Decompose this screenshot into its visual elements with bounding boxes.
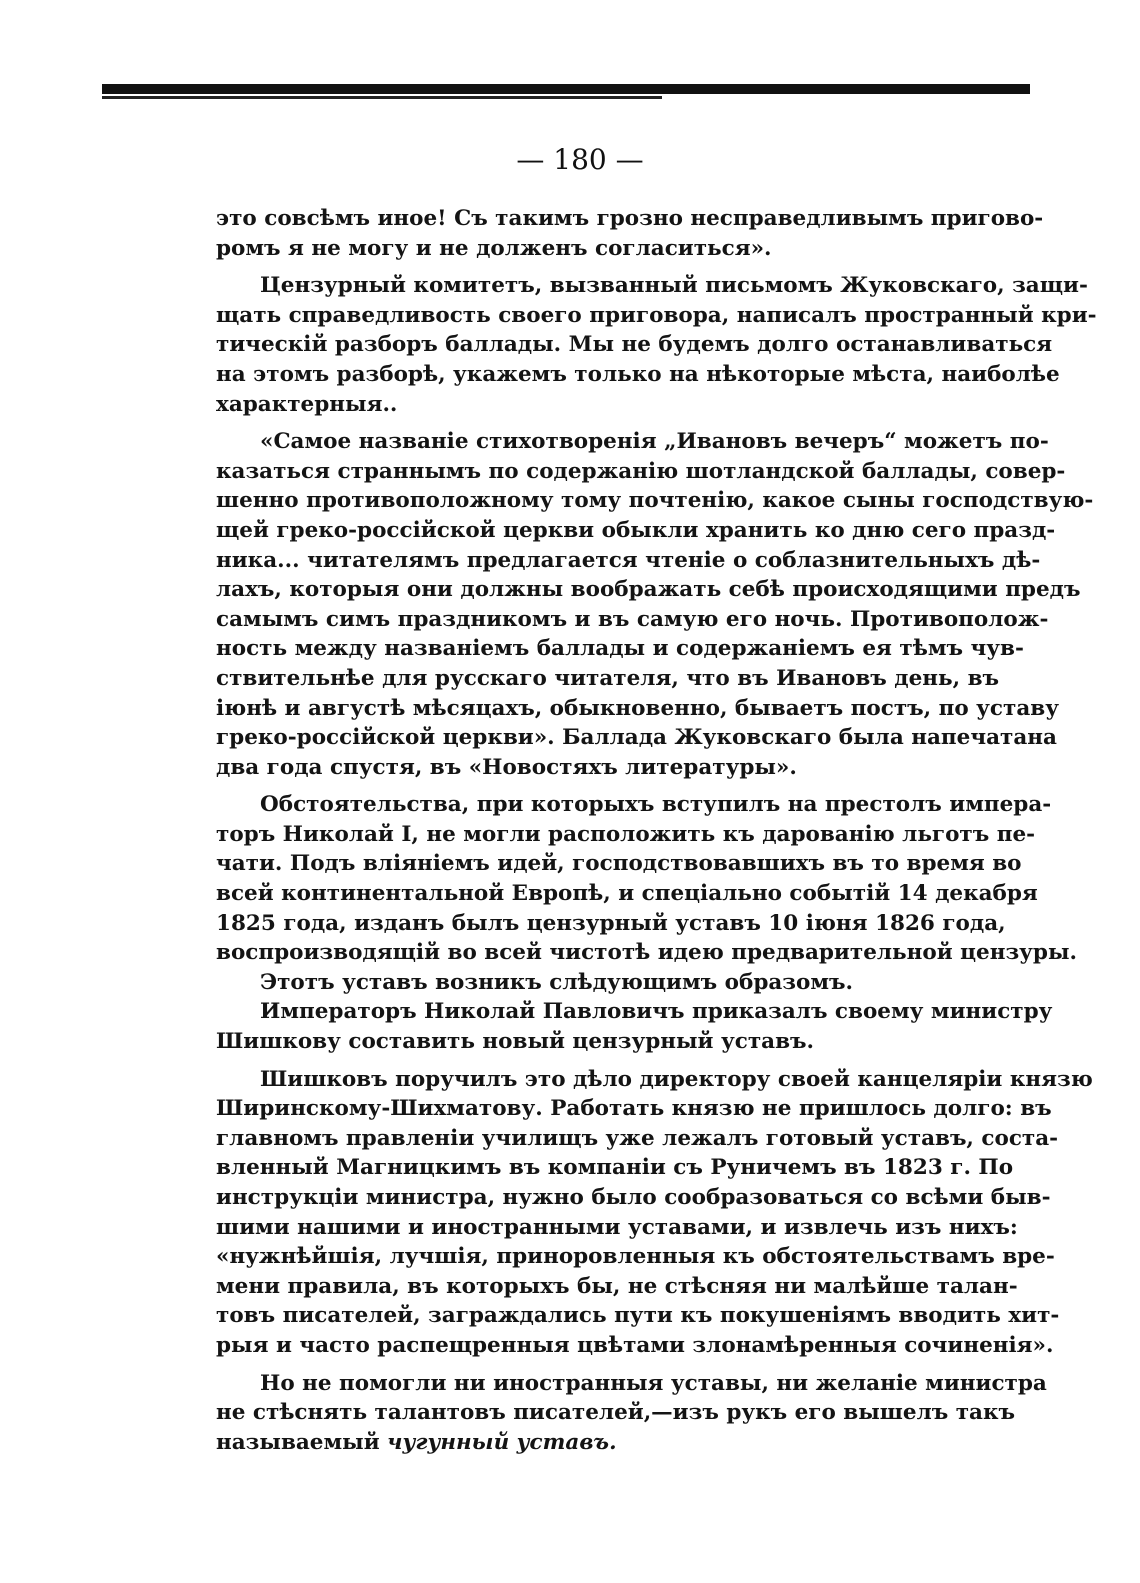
text-line: вленный Магницкимъ въ компаніи съ Руничемъ въ 1823 г. По — [216, 1155, 1014, 1181]
text-line — [216, 1428, 971, 1458]
paragraph — [216, 790, 1077, 968]
text-line: главномъ правленіи училищъ уже лежалъ готовый уставъ, соста- — [216, 1125, 1059, 1151]
paragraph — [216, 204, 1044, 263]
text-line: щать справедливость своего приговора, написалъ пространный кри- — [216, 302, 1097, 328]
text-line: воспроизводящій во всей чистотѣ идею предварительной цензуры. — [216, 940, 1077, 966]
text-line: казаться страннымъ по содержанію шотландской баллады, совер- — [216, 458, 1066, 484]
text-line: Обстоятельства, при которыхъ вступилъ на престолъ импера- — [260, 792, 1052, 818]
italic-phrase: чугунный уставъ. — [387, 1429, 617, 1455]
text-line: шими нашими и иностранными уставами, и извлечь изъ нихъ: — [216, 1214, 1018, 1240]
text-line: Шишковъ поручилъ это дѣло директору своей канцеляріи князю — [260, 1066, 1093, 1092]
paragraph — [216, 997, 1053, 1056]
text-line: ность между названіемъ баллады и содержаніемъ ея тѣмъ чув- — [216, 636, 1024, 662]
text-line: рыя и часто распещренныя цвѣтами злонамѣренныя сочиненія». — [216, 1332, 1054, 1358]
paragraph — [216, 968, 971, 998]
paragraph — [216, 271, 1097, 419]
text-line: самымъ симъ праздникомъ и въ самую его ночь. Противополож- — [216, 606, 1049, 632]
text-line: Шишкову составить новый цензурный уставъ. — [216, 1029, 814, 1055]
text-line: 1825 года, изданъ былъ цензурный уставъ 10 іюня 1826 года, — [216, 910, 1006, 936]
text-line: мени правила, въ которыхъ бы, не стѣсняя ни малѣйше талан- — [216, 1273, 1018, 1299]
text-line: чати. Подъ вліяніемъ идей, господствовавшихъ въ то время во — [216, 851, 1022, 877]
text-line: Этотъ уставъ возникъ слѣдующимъ образомъ. — [260, 969, 854, 995]
text-line: ромъ я не могу и не долженъ согласиться». — [216, 235, 772, 261]
text-line: ствительнѣе для русскаго читателя, что въ Ивановъ день, въ — [216, 665, 1000, 691]
text-line: Императоръ Николай Павловичъ приказалъ своему министру — [260, 999, 1053, 1025]
paragraph — [216, 427, 1094, 782]
top-border-rule — [102, 84, 1030, 94]
paragraph — [216, 1369, 1047, 1458]
text-line: «Самое названіе стихотворенія „Ивановъ вечеръ“ можетъ по- — [260, 429, 1049, 455]
text-line: Но не помогли ни иностранныя уставы, ни желаніе министра — [260, 1370, 1047, 1396]
text-line: это совсѣмъ иное! Съ такимъ грозно несправедливымъ пригово- — [216, 206, 1044, 231]
text-line: Цензурный комитетъ, вызванный письмомъ Жуковскаго, защи- — [260, 273, 1088, 299]
body-text — [216, 204, 1097, 1457]
text-line: щей греко-россійской церкви обыкли хранить ко дню сего празд- — [216, 517, 1056, 543]
paragraph — [216, 1065, 1093, 1361]
text-line: шенно противоположному тому почтенію, какое сыны господствую- — [216, 488, 1094, 514]
page-number: — 180 — — [516, 143, 644, 176]
text-line: тическій разборъ баллады. Мы не будемъ долго останавливаться — [216, 332, 1053, 358]
text-line: всей континентальной Европѣ, и спеціально событій 14 декабря — [216, 881, 1038, 907]
top-border-rule-thin — [102, 96, 662, 99]
text-line: Ширинскому-Шихматову. Работать князю не пришлось долго: въ — [216, 1096, 1052, 1122]
text-line: не стѣснять талантовъ писателей,—изъ рукъ его вышелъ такъ — [216, 1400, 1015, 1426]
text-line: характерныя.. — [216, 391, 398, 417]
text-line: торъ Николай I, не могли расположить къ дарованію льготъ пе- — [216, 821, 1036, 847]
text-line: товъ писателей, заграждались пути къ покушеніямъ вводить хит- — [216, 1303, 1060, 1329]
text-line: лахъ, которыя они должны воображать себѣ происходящими предъ — [216, 577, 1081, 603]
text-line: инструкціи министра, нужно было сообразоваться со всѣми быв- — [216, 1185, 1051, 1210]
text-line: іюнѣ и августѣ мѣсяцахъ, обыкновенно, бываетъ постъ, по уставу — [216, 695, 1059, 721]
text-line-prefix: называемый — [216, 1429, 388, 1455]
text-line: два года спустя, въ «Новостяхъ литературы». — [216, 754, 797, 780]
text-line: греко-россійской церкви». Баллада Жуковскаго была напечатана — [216, 725, 1057, 751]
text-line: «нужнѣйшія, лучшія, приноровленныя къ обстоятельствамъ вре- — [216, 1244, 1055, 1270]
text-line: ника... читателямъ предлагается чтеніе о соблазнительныхъ дѣ- — [216, 547, 1041, 573]
text-line: на этомъ разборѣ, укажемъ только на нѣкоторые мѣста, наиболѣе — [216, 361, 1060, 387]
